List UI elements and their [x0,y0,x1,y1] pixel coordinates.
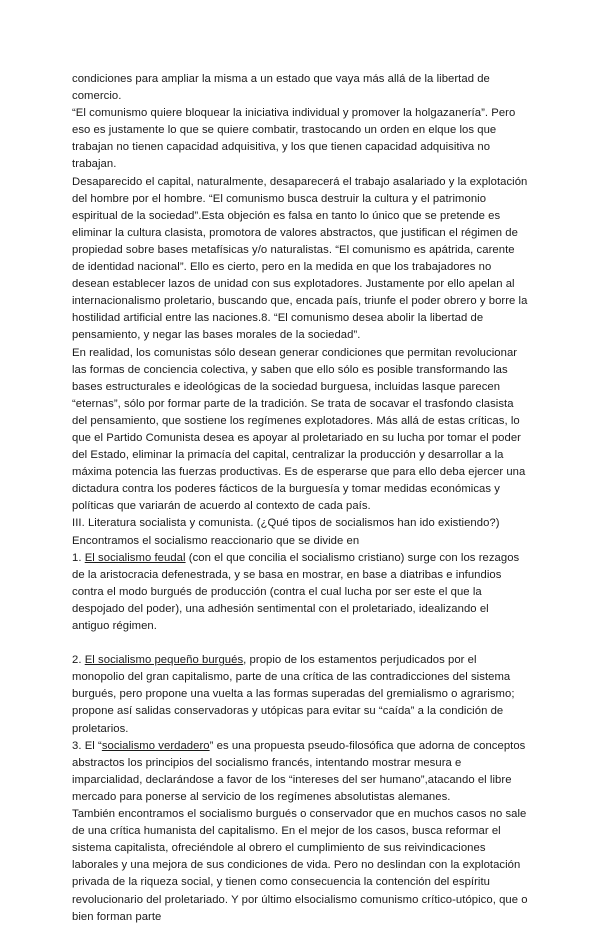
list-item-1-term: El socialismo feudal [84,551,186,564]
list-item-2-term: El socialismo pequeño burgués [84,654,244,667]
paragraph-7: También encontramos el socialismo burgués o conservador que en muchos casos no sale de una crítica humanista del capitalismo. En el mejor de los casos, busca reformar el sistema capitalista, ofreciéndole al obrero el cumplimiento de sus reivindicaciones laborales y una mejora de sus condiciones de vida. Pero no deslindan con la explotación privada de la riqueza social, y tienen como consecuencia la contención del espíritu revolucionario del proletariado. Y por último elsocialismo comunismo crítico-utópico, que o bien forman parte [72,808,528,923]
list-item-3-term: socialismo verdadero [101,739,210,752]
list-item-1-text: (con el que concilia el socialismo cristiano) surge con los rezagos de la aristocracia defenestrada, y se basa en mostrar, en base a diatribas e infundios contra el modo burgués de producción (contra el cual lucha por ser este el que la despojado del poder), una adhesión sentimental con el proletariado, idealizando el antiguo régimen. [72,551,520,632]
paragraph-3: Desaparecido el capital, naturalmente, desaparecerá el trabajo asalariado y la explotación del hombre por el hombre. “El comunismo busca destruir la cultura y el patrimonio espiritual de la sociedad”.Esta objeción es falsa en tanto lo único que se pretende es eliminar la cultura clasista, promotora de valores abstractos, que justifican el régimen de propiedad sobre bases metafísicas y/o naturalistas. “El comunismo es apátrida, carente de identidad nacional”. Ello es cierto, pero en la medida en que los trabajadores no desean establecer lazos de unidad con sus explotadores. Justamente por ello apelan al internacionalismo proletario, buscando que, encada país, triunfe el poder obrero y borre la hostilidad artificial entre las naciones.8. “El comunismo desea abolir la libertad de pensamiento, y negar las bases morales de la sociedad”. [72,175,528,342]
paragraph-intro: Encontramos el socialismo reaccionario que se divide en [72,534,360,547]
list-item-1-prefix: 1. [72,551,85,564]
paragraph-1: condiciones para ampliar la misma a un estado que vaya más allá de la libertad de comercio. [72,73,490,103]
list-item-1 [72,550,528,635]
paragraph-spacer [72,635,528,652]
paragraph-4: En realidad, los comunistas sólo desean generar condiciones que permitan revolucionar las formas de conciencia colectiva, y saben que ello sólo es posible transformando las bases estructurales e ideológicas de la sociedad burguesa, incluidas lasque parecen “eternas”, sólo por formar parte de la tradición. Se trata de socavar el trasfondo clasista del pensamiento, que sostiene los regímenes explotadores. Más allá de estas críticas, lo que el Partido Comunista desea es apoyar al proletariado en su lucha por tomar el poder del Estado, eliminar la primacía del capital, centralizar la producción y desarrollar a la máxima potencia las fuerzas productivas. Es de esperarse que para ello deba ejercer una dictadura contra los poderes fácticos de la burguesía y tomar medidas económicas y políticas que variarán de acuerdo al contexto de cada país. [72,346,526,513]
document-body [72,71,528,926]
list-item-2-text: , propio de los estamentos perjudicados por el monopolio del gran capitalismo, parte de una crítica de las contradicciones del sistema burgués, pero propone una vuelta a las formas superadas del gremialismo o agrarismo; propone así salidas conservadoras y utópicas para evitar su “caída” a la condición de proletarios. [72,654,515,735]
list-item-2 [72,652,528,737]
list-item-3-text: ” es una propuesta pseudo-filosófica que adorna de conceptos abstractos los principios del socialismo francés, intentando mostrar mesura e imparcialidad, declarándose a favor de los “intereses del ser humano”,atacando el libre mercado para ponerse al servicio de los regímenes absolutistas alemanes. [72,739,526,803]
list-item-3-prefix: 3. El “ [72,739,102,752]
paragraph-2: “El comunismo quiere bloquear la iniciativa individual y promover la holgazanería”. Pero eso es justamente lo que se quiere combatir, trastocando un orden en elque los que trabajan no tienen capacidad adquisitiva, y los que tienen capacidad adquisitiva no trabajan. [72,107,516,171]
list-item-3 [72,738,528,806]
section-heading: III. Literatura socialista y comunista. (¿Qué tipos de socialismos han ido existiendo?) [72,517,500,530]
list-item-2-prefix: 2. [72,654,85,667]
